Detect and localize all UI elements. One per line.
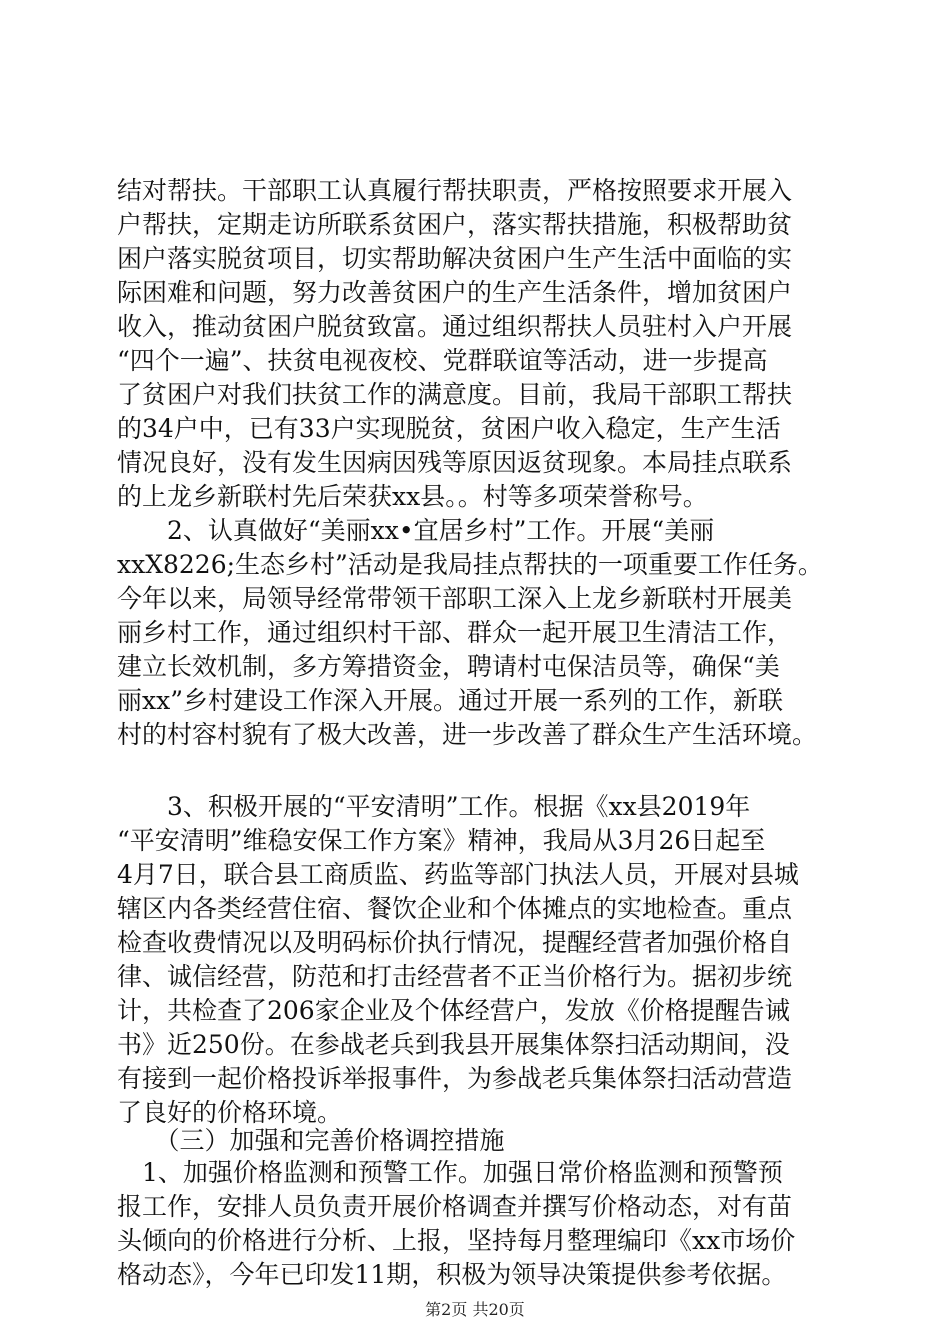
page-number-footer: 第2页 共20页	[425, 1300, 525, 1319]
body-text-line: 书》近250份。在参战老兵到我县开展集体祭扫活动期间，没	[117, 1030, 790, 1059]
body-text-line: xxX8226;生态乡村”活动是我局挂点帮扶的一项重要工作任务。	[117, 550, 823, 579]
body-text-line: 情况良好，没有发生因病因残等原因返贫现象。本局挂点联系	[117, 448, 793, 477]
body-text-line: 计，共检查了206家企业及个体经营户，发放《价格提醒告诫	[117, 996, 790, 1025]
body-text-line: 辖区内各类经营住宿、餐饮企业和个体摊点的实地检查。重点	[117, 894, 793, 923]
body-text-line: 报工作，安排人员负责开展价格调查并撰写价格动态，对有苗	[117, 1192, 793, 1221]
body-text-line: 4月7日，联合县工商质监、药监等部门执法人员，开展对县城	[117, 860, 799, 889]
body-text-line: 丽乡村工作，通过组织村干部、群众一起开展卫生清洁工作，	[117, 618, 793, 647]
body-text-line: 检查收费情况以及明码标价执行情况，提醒经营者加强价格自	[117, 928, 793, 957]
body-text-line: “四个一遍”、扶贫电视夜校、党群联谊等活动，进一步提高	[117, 346, 768, 375]
body-text-line: 建立长效机制，多方筹措资金，聘请村屯保洁员等，确保“美	[117, 652, 780, 681]
body-text-line: 了良好的价格环境。	[117, 1098, 343, 1127]
body-text-line: 村的村容村貌有了极大改善，进一步改善了群众生产生活环境。	[117, 720, 818, 749]
body-text-line: 律、诚信经营，防范和打击经营者不正当价格行为。据初步统	[117, 962, 793, 991]
body-text-line: 户帮扶，定期走访所联系贫困户，落实帮扶措施，积极帮助贫	[117, 210, 793, 239]
body-text-line: 今年以来，局领导经常带领干部职工深入上龙乡新联村开展美	[117, 584, 793, 613]
body-text-line: 有接到一起价格投诉举报事件，为参战老兵集体祭扫活动营造	[117, 1064, 793, 1093]
section-heading: （三）加强和完善价格调控措施	[117, 1126, 505, 1155]
body-text-line: 1、加强价格监测和预警工作。加强日常价格监测和预警预	[117, 1158, 783, 1187]
body-text-line: 了贫困户对我们扶贫工作的满意度。目前，我局干部职工帮扶	[117, 380, 793, 409]
body-text-line: 结对帮扶。干部职工认真履行帮扶职责，严格按照要求开展入	[117, 176, 793, 205]
body-text-line: 际困难和问题，努力改善贫困户的生产生活条件，增加贫困户	[117, 278, 793, 307]
body-text-line: 困户落实脱贫项目，切实帮助解决贫困户生产生活中面临的实	[117, 244, 793, 273]
body-text-line: 2、认真做好“美丽xx•宜居乡村”工作。开展“美丽	[117, 516, 715, 545]
body-text-line: 格动态》，今年已印发11期，积极为领导决策提供参考依据。	[117, 1260, 787, 1289]
body-text-line: 的34户中，已有33户实现脱贫，贫困户收入稳定，生产生活	[117, 414, 781, 443]
body-text-line: “平安清明”维稳安保工作方案》精神，我局从3月26日起至	[117, 826, 766, 855]
body-text-line: 头倾向的价格进行分析、上报，坚持每月整理编印《xx市场价	[117, 1226, 796, 1255]
body-text-line: 3、积极开展的“平安清明”工作。根据《xx县2019年	[117, 792, 751, 821]
body-text-line: 的上龙乡新联村先后荣获xx县。。村等多项荣誉称号。	[117, 482, 708, 511]
body-text-line: 丽xx”乡村建设工作深入开展。通过开展一系列的工作，新联	[117, 686, 783, 715]
body-text-line: 收入，推动贫困户脱贫致富。通过组织帮扶人员驻村入户开展	[117, 312, 793, 341]
